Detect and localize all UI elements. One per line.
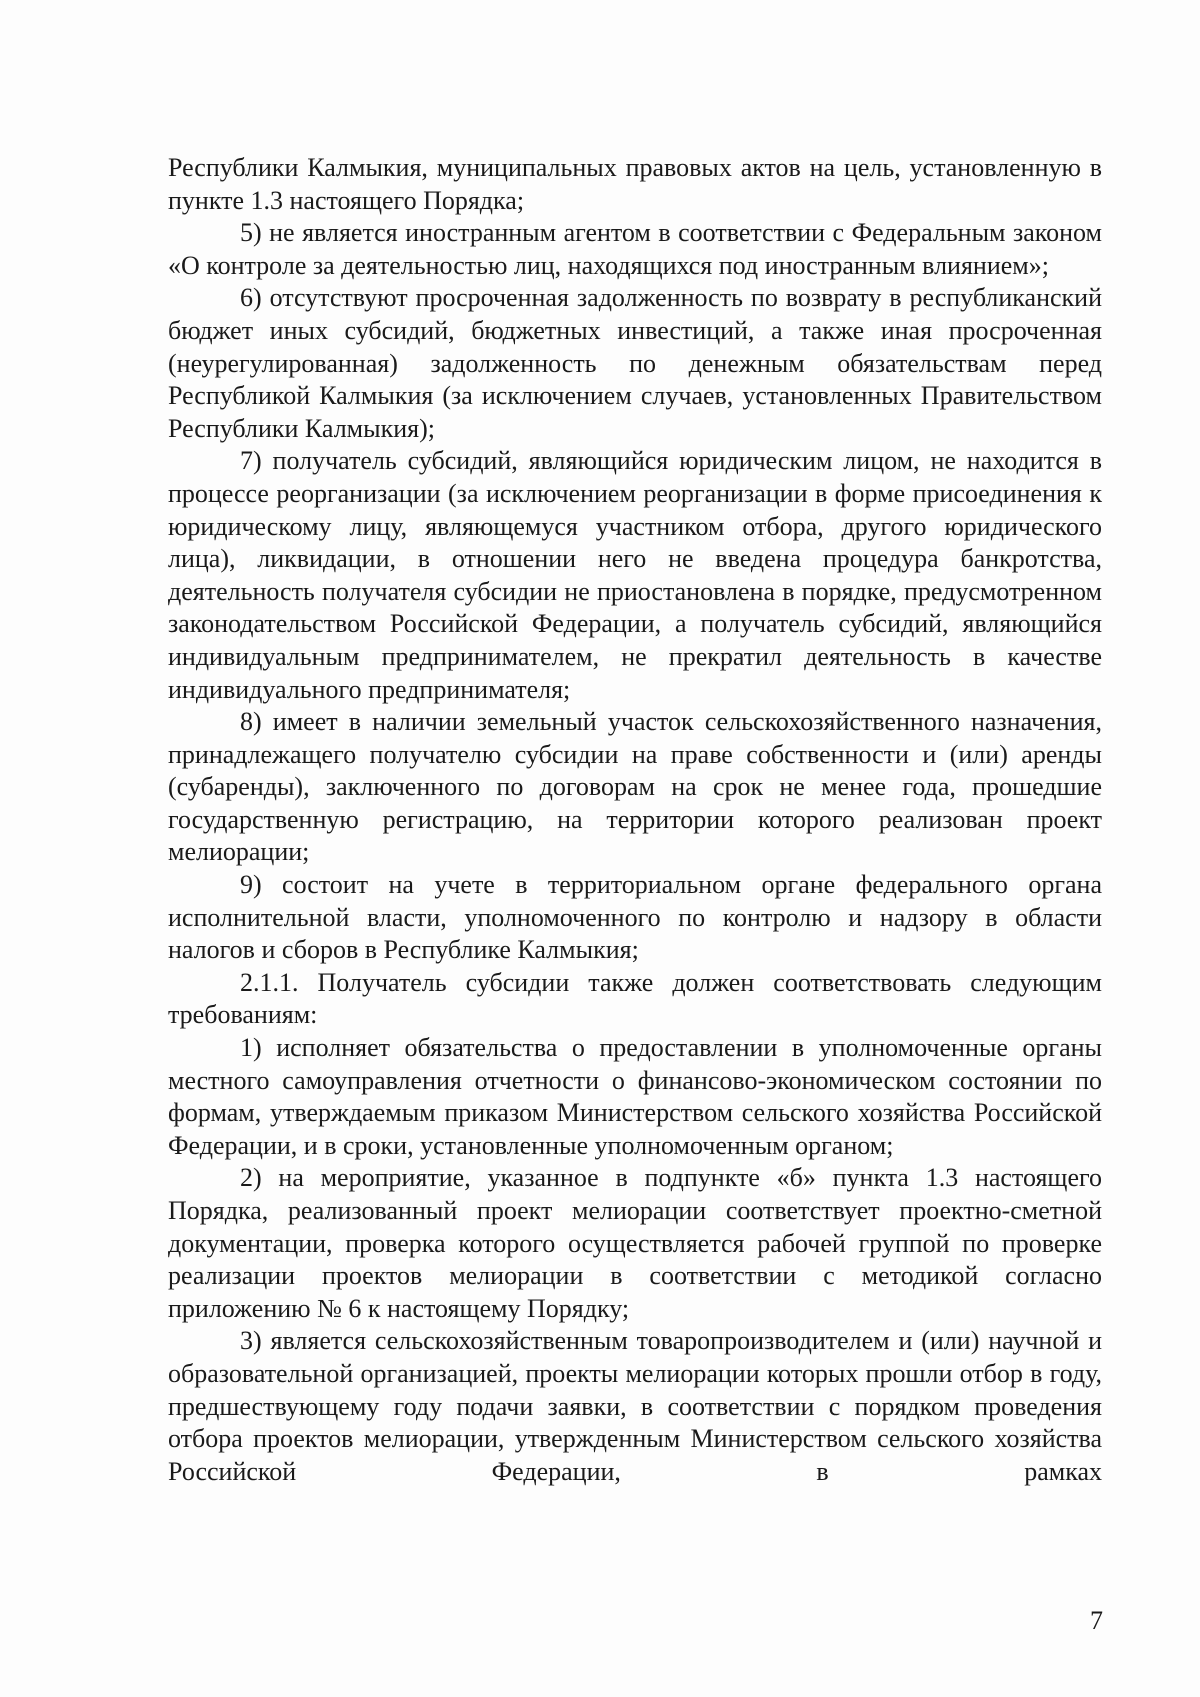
paragraph-requirement-2: 2) на мероприятие, указанное в подпункте «б» пункта 1.3 настоящего Порядка, реализованный проект мелиорации соответствует проектно-сметной документации, проверка которого осуществляется рабочей группой по проверке реализации проектов мелиорации в соответствии с методикой согласно приложению № 6 к настоящему Порядку;: [168, 1163, 1102, 1323]
paragraph-requirement-1: 1) исполняет обязательства о предоставлении в уполномоченные органы местного самоуправления отчетности о финансово-экономическом состоянии по формам, утверждаемым приказом Министерством сельского хозяйства Российской Федерации, и в сроки, установленные уполномоченным органом;: [168, 1033, 1102, 1160]
page-number: 7: [1090, 1606, 1103, 1635]
paragraph-item-5: 5) не является иностранным агентом в соответствии с Федеральным законом «О контроле за деятельностью лиц, находящихся под иностранным влиянием»;: [168, 218, 1102, 280]
paragraph-item-8: 8) имеет в наличии земельный участок сельскохозяйственного назначения, принадлежащего получателю субсидии на праве собственности и (или) аренды (субаренды), заключенного по договорам на срок не менее года, прошедшие государственную регистрацию, на территории которого реализован проект мелиорации;: [168, 707, 1102, 867]
paragraph-item-7: 7) получатель субсидий, являющийся юридическим лицом, не находится в процессе реорганизации (за исключением реорганизации в форме присоединения к юридическому лицу, являющемуся участником отбора, другого юридического лица), ликвидации, в отношении него не введена процедура банкротства, деятельность получателя субсидии не приостановлена в порядке, предусмотренном законодательством Российской Федерации, а получатель субсидий, являющийся индивидуальным предпринимателем, не прекратил деятельность в качестве индивидуального предпринимателя;: [168, 446, 1102, 704]
paragraph-section-2-1-1: 2.1.1. Получатель субсидии также должен соответствовать следующим требованиям:: [168, 967, 1102, 1030]
paragraph-continuation: Республики Калмыкия, муниципальных правовых актов на цель, установленную в пункте 1.3 настоящего Порядка;: [168, 153, 1102, 215]
paragraph-item-6: 6) отсутствуют просроченная задолженность по возврату в республиканский бюджет иных субсидий, бюджетных инвестиций, а также иная просроченная (неурегулированная) задолженность по денежным обязательствам перед Республикой Калмыкия (за исключением случаев, установленных Правительством Республики Калмыкия);: [168, 283, 1102, 443]
document-body: [168, 152, 1102, 1488]
paragraph-requirement-3: 3) является сельскохозяйственным товаропроизводителем и (или) научной и образовательной организацией, проекты мелиорации которых прошли отбор в году, предшествующему году подачи заявки, в соответствии с порядком проведения отбора проектов мелиорации, утвержденным Министерством сельского хозяйства Российской Федерации, в рамках: [168, 1326, 1102, 1486]
paragraph-item-9: 9) состоит на учете в территориальном органе федерального органа исполнительной власти, уполномоченного по контролю и надзору в области налогов и сборов в Республике Калмыкия;: [168, 870, 1102, 965]
